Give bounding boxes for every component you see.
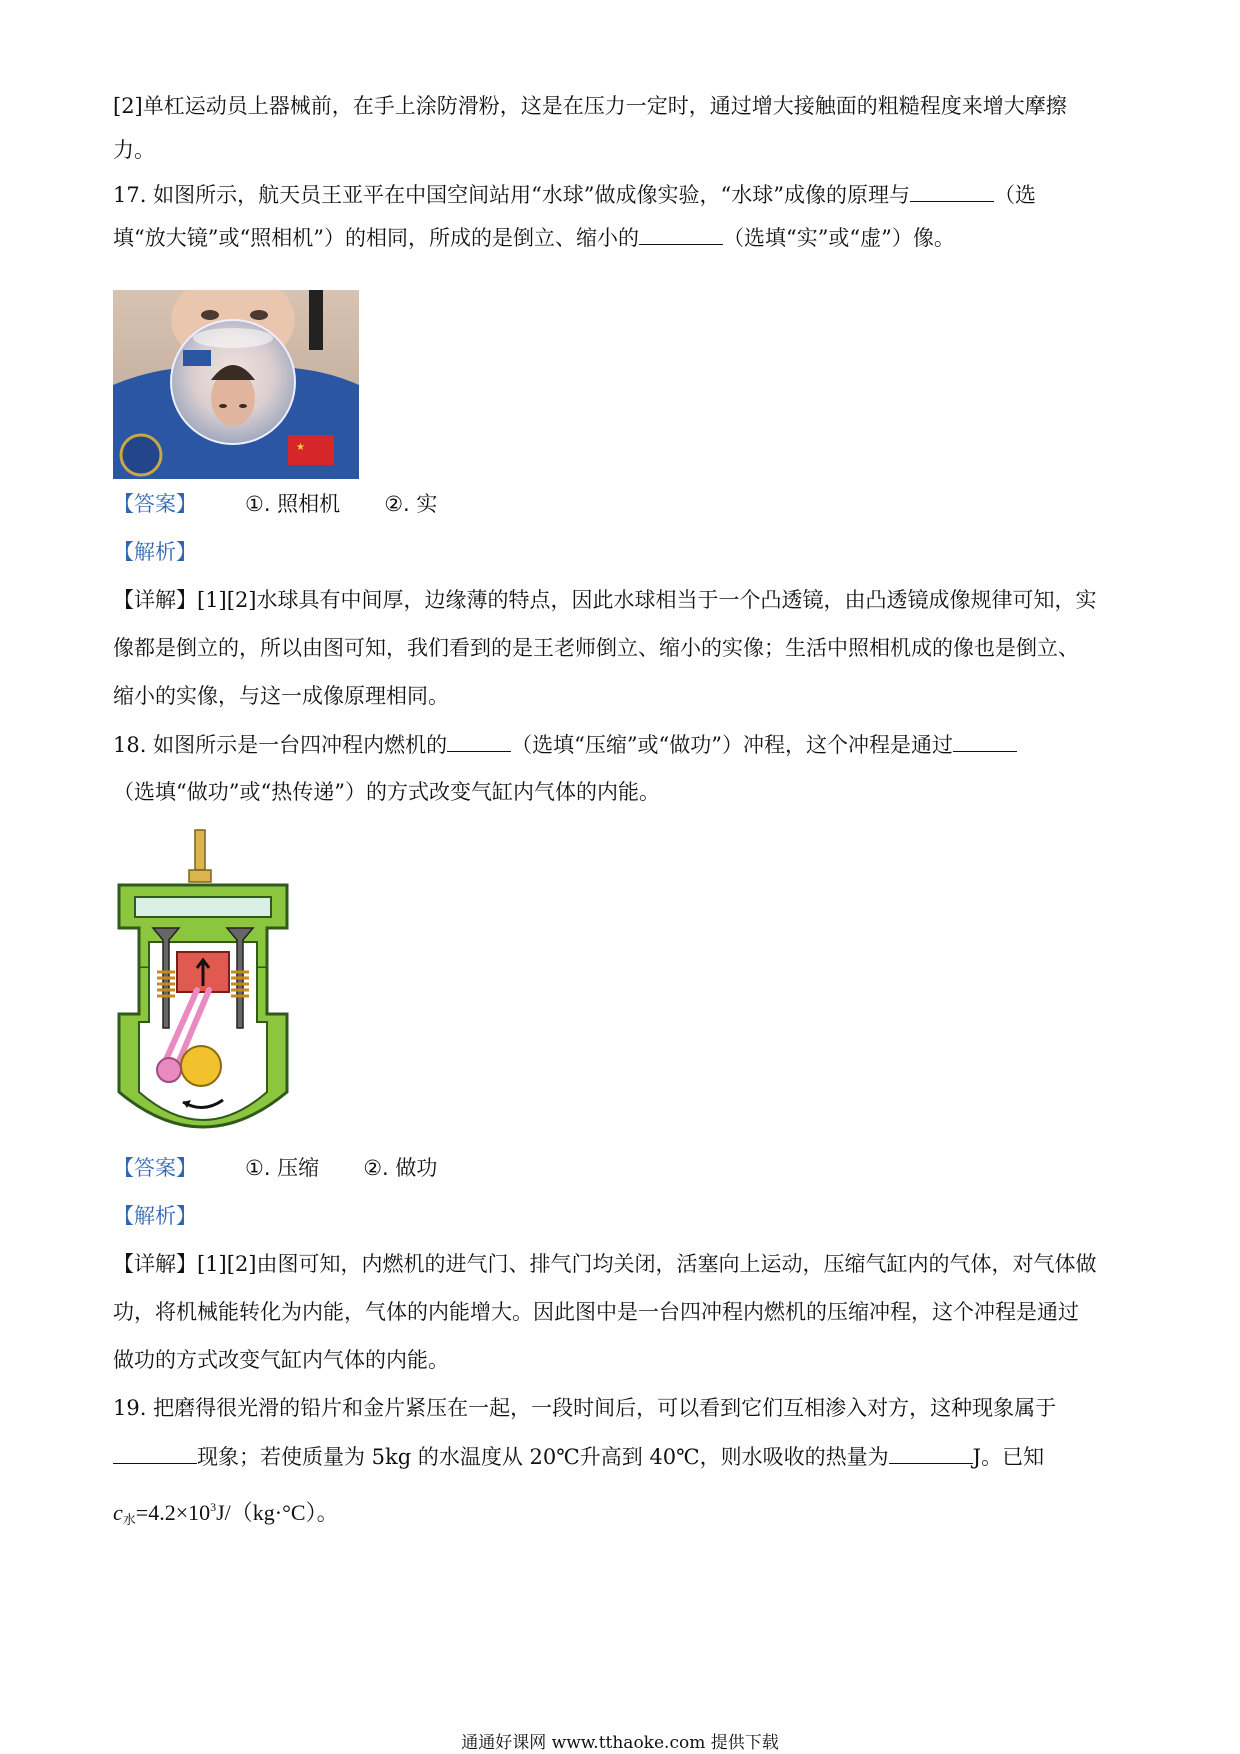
question-17-line-2 [113,222,1133,253]
question-text: 18. 如图所示是一台四冲程内燃机的 [113,733,448,757]
question-text: 现象；若使质量为 5kg 的水温度从 20℃升高到 40℃，则水吸收的热量为 [197,1445,889,1469]
answer-blank [639,222,723,245]
detail-line: 缩小的实像，与这一成像原理相同。 [113,684,449,708]
answer-blank [447,729,511,752]
analysis-tag: 【解析】 [113,540,197,564]
detail-line: 做功的方式改变气缸内气体的内能。 [113,1348,449,1372]
svg-text:★: ★ [296,442,305,453]
detail-line: 像都是倒立的，所以由图可知，我们看到的是王老师倒立、缩小的实像；生活中照相机成的像也是倒立、 [113,636,1079,660]
page-footer: 通通好课网 www.tthaoke.com 提供下载 [461,1733,779,1753]
engine-compression-stroke-diagram [113,822,293,1140]
formula-symbol: c [113,1500,123,1525]
formula-value: =4.2×10 [135,1500,211,1525]
answer-blank [113,1441,197,1464]
formula-exponent: 3 [210,1500,217,1514]
analysis-line-18 [113,1201,1133,1231]
answer-line-18 [113,1153,1133,1183]
answer-tag: 【答案】 [113,492,197,516]
question-text: （选填“压缩”或“做功”）冲程，这个冲程是通过 [511,733,954,757]
question-text: J。已知 [972,1445,1045,1469]
analysis-line-17 [113,537,1133,567]
question-text: 填“放大镜”或“照相机”）的相同，所成的是倒立、缩小的 [113,226,639,250]
detail-line: 【详解】[1][2]由图可知，内燃机的进气门、排气门均关闭，活塞向上运动，压缩气缸内的气体，对气体做 [113,1252,1097,1276]
answer-option-1: ①. 照相机 [245,492,341,516]
answer-option-1: ①. 压缩 [245,1156,320,1180]
answer-option-2: ②. 做功 [363,1156,438,1180]
question-text: （选填“实”或“虚”）像。 [722,226,955,250]
text-line: [2]单杠运动员上器械前，在手上涂防滑粉，这是在压力一定时，通过增大接触面的粗糙程度来增大摩擦 [113,94,1067,118]
answer-line-17 [113,489,1133,519]
answer-option-2: ②. 实 [384,492,438,516]
question-18-line-2: （选填“做功”或“热传递”）的方式改变气缸内气体的内能。 [113,780,660,804]
analysis-tag: 【解析】 [113,1204,197,1228]
formula-unit: J/（kg·°C）。 [216,1500,339,1525]
specific-heat-formula [113,1492,1133,1535]
answer-blank [910,179,994,202]
formula-subscript: 水 [122,1512,136,1527]
question-19-line-2 [113,1441,1133,1472]
answer-blank [889,1441,973,1464]
water-ball-photo [113,290,359,479]
question-19-line-1: 19. 把磨得很光滑的铅片和金片紧压在一起，一段时间后，可以看到它们互相渗入对方，这种现象属于 [113,1396,1057,1420]
answer-blank [953,729,1017,752]
answer-tag: 【答案】 [113,1156,197,1180]
question-text: 17. 如图所示，航天员王亚平在中国空间站用“水球”做成像实验，“水球”成像的原理与 [113,183,911,207]
text-line: 力。 [113,138,155,162]
detail-line: 【详解】[1][2]水球具有中间厚，边缘薄的特点，因此水球相当于一个凸透镜，由凸透镜成像规律可知，实 [113,588,1097,612]
question-17-line-1 [113,179,1133,210]
question-text: （选 [994,183,1037,207]
detail-line: 功，将机械能转化为内能，气体的内能增大。因此图中是一台四冲程内燃机的压缩冲程，这个冲程是通过 [113,1300,1079,1324]
question-18-line-1 [113,729,1133,760]
